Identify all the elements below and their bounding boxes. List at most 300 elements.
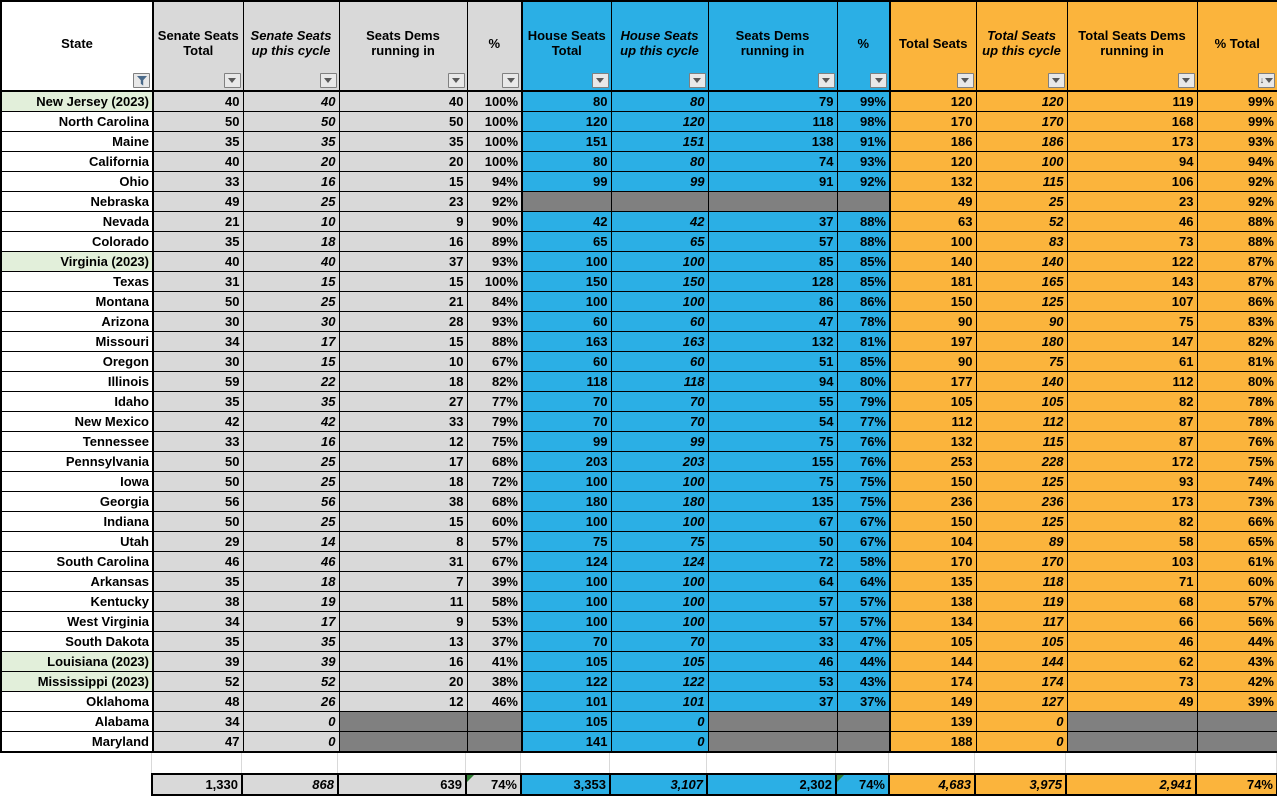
state-cell[interactable]: Nebraska <box>1 192 153 212</box>
cell-house_pct[interactable]: 64% <box>837 572 890 592</box>
cell-house_seats_dems_running_in[interactable]: 128 <box>708 272 837 292</box>
cell-house_seats_dems_running_in[interactable]: 67 <box>708 512 837 532</box>
cell-house_pct[interactable]: 77% <box>837 412 890 432</box>
cell-house_seats_up_this_cycle[interactable]: 203 <box>611 452 708 472</box>
cell-total_seats[interactable]: 90 <box>890 312 976 332</box>
cell-total_pct[interactable]: 78% <box>1197 392 1277 412</box>
cell-total_seats_dems_running_in[interactable]: 143 <box>1067 272 1197 292</box>
cell-house_seats_dems_running_in[interactable]: 33 <box>708 632 837 652</box>
cell-total_seats_dems_running_in[interactable]: 122 <box>1067 252 1197 272</box>
cell-senate_seats_up_this_cycle[interactable]: 17 <box>243 332 339 352</box>
cell-senate_pct[interactable]: 84% <box>467 292 522 312</box>
cell-house_pct[interactable]: 78% <box>837 312 890 332</box>
cell-total_seats[interactable]: 105 <box>890 632 976 652</box>
cell-senate_seats_up_this_cycle[interactable]: 18 <box>243 232 339 252</box>
state-cell[interactable]: Texas <box>1 272 153 292</box>
cell-total_seats_up_this_cycle[interactable]: 105 <box>976 392 1067 412</box>
cell-house_seats_total[interactable]: 203 <box>522 452 611 472</box>
grayed-out-cell[interactable] <box>837 712 890 732</box>
cell-total_pct[interactable]: 43% <box>1197 652 1277 672</box>
cell-senate_pct[interactable]: 68% <box>467 492 522 512</box>
cell-senate_seats_up_this_cycle[interactable]: 56 <box>243 492 339 512</box>
cell-senate_pct[interactable]: 67% <box>467 352 522 372</box>
cell-total_seats_dems_running_in[interactable]: 23 <box>1067 192 1197 212</box>
cell-total_seats_up_this_cycle[interactable]: 105 <box>976 632 1067 652</box>
state-cell[interactable]: Maryland <box>1 732 153 753</box>
cell-total_seats[interactable]: 197 <box>890 332 976 352</box>
total-senate_seats_up_this_cycle[interactable]: 868 <box>242 774 338 795</box>
state-cell[interactable]: Indiana <box>1 512 153 532</box>
cell-senate_seats_dems_running_in[interactable]: 10 <box>339 352 467 372</box>
cell-total_seats[interactable]: 90 <box>890 352 976 372</box>
cell-house_seats_dems_running_in[interactable]: 54 <box>708 412 837 432</box>
cell-senate_seats_up_this_cycle[interactable]: 50 <box>243 112 339 132</box>
grayed-out-cell[interactable] <box>1197 732 1277 753</box>
cell-house_seats_dems_running_in[interactable]: 46 <box>708 652 837 672</box>
cell-senate_pct[interactable]: 79% <box>467 412 522 432</box>
cell-senate_pct[interactable]: 75% <box>467 432 522 452</box>
cell-senate_seats_total[interactable]: 34 <box>153 332 243 352</box>
grayed-out-cell[interactable] <box>708 732 837 753</box>
cell-total_seats_up_this_cycle[interactable]: 115 <box>976 432 1067 452</box>
cell-total_seats_up_this_cycle[interactable]: 180 <box>976 332 1067 352</box>
cell-total_pct[interactable]: 75% <box>1197 452 1277 472</box>
cell-house_seats_up_this_cycle[interactable]: 100 <box>611 612 708 632</box>
cell-total_seats_dems_running_in[interactable]: 168 <box>1067 112 1197 132</box>
cell-house_seats_up_this_cycle[interactable]: 100 <box>611 592 708 612</box>
cell-total_seats[interactable]: 120 <box>890 91 976 112</box>
cell-senate_seats_up_this_cycle[interactable]: 26 <box>243 692 339 712</box>
cell-total_seats_dems_running_in[interactable]: 173 <box>1067 492 1197 512</box>
cell-senate_seats_up_this_cycle[interactable]: 18 <box>243 572 339 592</box>
cell-total_pct[interactable]: 80% <box>1197 372 1277 392</box>
total-house_seats_up_this_cycle[interactable]: 3,107 <box>610 774 707 795</box>
grayed-out-cell[interactable] <box>1067 712 1197 732</box>
cell-total_seats_up_this_cycle[interactable]: 75 <box>976 352 1067 372</box>
cell-total_pct[interactable]: 94% <box>1197 152 1277 172</box>
cell-senate_seats_dems_running_in[interactable]: 11 <box>339 592 467 612</box>
cell-total_seats_dems_running_in[interactable]: 68 <box>1067 592 1197 612</box>
cell-house_seats_up_this_cycle[interactable]: 70 <box>611 632 708 652</box>
cell-total_seats_up_this_cycle[interactable]: 0 <box>976 712 1067 732</box>
filter-button-senate_seats_dems_running_in[interactable] <box>448 73 465 88</box>
state-cell[interactable]: Oregon <box>1 352 153 372</box>
cell-senate_seats_total[interactable]: 50 <box>153 472 243 492</box>
cell-house_seats_up_this_cycle[interactable]: 101 <box>611 692 708 712</box>
cell-total_pct[interactable]: 92% <box>1197 192 1277 212</box>
cell-senate_pct[interactable]: 93% <box>467 252 522 272</box>
cell-house_seats_total[interactable]: 100 <box>522 292 611 312</box>
cell-house_pct[interactable]: 44% <box>837 652 890 672</box>
cell-house_seats_dems_running_in[interactable]: 37 <box>708 692 837 712</box>
cell-senate_seats_total[interactable]: 30 <box>153 352 243 372</box>
cell-senate_seats_dems_running_in[interactable]: 27 <box>339 392 467 412</box>
cell-total_pct[interactable]: 82% <box>1197 332 1277 352</box>
cell-senate_seats_up_this_cycle[interactable]: 20 <box>243 152 339 172</box>
cell-total_seats_up_this_cycle[interactable]: 25 <box>976 192 1067 212</box>
cell-house_seats_total[interactable]: 80 <box>522 152 611 172</box>
cell-total_seats[interactable]: 150 <box>890 472 976 492</box>
cell-house_seats_dems_running_in[interactable]: 51 <box>708 352 837 372</box>
cell-senate_seats_total[interactable]: 34 <box>153 612 243 632</box>
state-cell[interactable]: Georgia <box>1 492 153 512</box>
cell-total_seats_dems_running_in[interactable]: 147 <box>1067 332 1197 352</box>
cell-house_seats_dems_running_in[interactable]: 94 <box>708 372 837 392</box>
cell-total_seats_dems_running_in[interactable]: 46 <box>1067 632 1197 652</box>
cell-total_seats_dems_running_in[interactable]: 87 <box>1067 432 1197 452</box>
cell-house_seats_total[interactable]: 163 <box>522 332 611 352</box>
cell-house_pct[interactable]: 47% <box>837 632 890 652</box>
cell-senate_pct[interactable]: 72% <box>467 472 522 492</box>
state-cell[interactable]: Arizona <box>1 312 153 332</box>
cell-house_seats_up_this_cycle[interactable]: 70 <box>611 412 708 432</box>
state-cell[interactable]: Virginia (2023) <box>1 252 153 272</box>
cell-house_seats_total[interactable]: 105 <box>522 652 611 672</box>
cell-house_seats_dems_running_in[interactable]: 91 <box>708 172 837 192</box>
cell-house_seats_total[interactable]: 100 <box>522 472 611 492</box>
cell-total_seats_dems_running_in[interactable]: 46 <box>1067 212 1197 232</box>
cell-senate_seats_total[interactable]: 47 <box>153 732 243 753</box>
cell-house_pct[interactable]: 81% <box>837 332 890 352</box>
cell-senate_seats_dems_running_in[interactable]: 15 <box>339 172 467 192</box>
cell-house_seats_up_this_cycle[interactable]: 124 <box>611 552 708 572</box>
cell-house_pct[interactable]: 88% <box>837 232 890 252</box>
cell-house_pct[interactable]: 76% <box>837 452 890 472</box>
cell-total_seats[interactable]: 174 <box>890 672 976 692</box>
cell-house_seats_up_this_cycle[interactable]: 99 <box>611 432 708 452</box>
state-cell[interactable]: Mississippi (2023) <box>1 672 153 692</box>
cell-senate_pct[interactable]: 90% <box>467 212 522 232</box>
cell-house_seats_total[interactable]: 65 <box>522 232 611 252</box>
cell-senate_seats_dems_running_in[interactable]: 15 <box>339 272 467 292</box>
cell-house_pct[interactable]: 43% <box>837 672 890 692</box>
cell-house_seats_dems_running_in[interactable]: 85 <box>708 252 837 272</box>
cell-total_seats[interactable]: 253 <box>890 452 976 472</box>
cell-house_seats_total[interactable]: 101 <box>522 692 611 712</box>
total-senate_seats_dems_running_in[interactable]: 639 <box>338 774 466 795</box>
cell-total_seats[interactable]: 135 <box>890 572 976 592</box>
grayed-out-cell[interactable] <box>339 732 467 753</box>
cell-house_pct[interactable]: 91% <box>837 132 890 152</box>
cell-senate_seats_up_this_cycle[interactable]: 14 <box>243 532 339 552</box>
cell-senate_seats_up_this_cycle[interactable]: 0 <box>243 732 339 753</box>
cell-total_seats_up_this_cycle[interactable]: 125 <box>976 512 1067 532</box>
cell-senate_seats_dems_running_in[interactable]: 12 <box>339 692 467 712</box>
cell-senate_seats_total[interactable]: 39 <box>153 652 243 672</box>
cell-total_pct[interactable]: 87% <box>1197 252 1277 272</box>
cell-total_pct[interactable]: 83% <box>1197 312 1277 332</box>
cell-house_pct[interactable]: 57% <box>837 592 890 612</box>
cell-total_seats_up_this_cycle[interactable]: 170 <box>976 552 1067 572</box>
cell-total_seats_up_this_cycle[interactable]: 144 <box>976 652 1067 672</box>
cell-senate_pct[interactable]: 67% <box>467 552 522 572</box>
cell-house_seats_dems_running_in[interactable]: 74 <box>708 152 837 172</box>
cell-total_seats_dems_running_in[interactable]: 82 <box>1067 392 1197 412</box>
cell-house_seats_dems_running_in[interactable]: 132 <box>708 332 837 352</box>
cell-total_seats_dems_running_in[interactable]: 106 <box>1067 172 1197 192</box>
cell-senate_seats_dems_running_in[interactable]: 38 <box>339 492 467 512</box>
cell-total_seats_up_this_cycle[interactable]: 52 <box>976 212 1067 232</box>
cell-senate_seats_dems_running_in[interactable]: 28 <box>339 312 467 332</box>
cell-house_pct[interactable]: 80% <box>837 372 890 392</box>
cell-senate_seats_dems_running_in[interactable]: 31 <box>339 552 467 572</box>
cell-house_seats_total[interactable]: 60 <box>522 312 611 332</box>
cell-total_seats[interactable]: 138 <box>890 592 976 612</box>
cell-senate_seats_total[interactable]: 40 <box>153 152 243 172</box>
cell-senate_seats_dems_running_in[interactable]: 13 <box>339 632 467 652</box>
cell-house_seats_up_this_cycle[interactable]: 120 <box>611 112 708 132</box>
cell-total_pct[interactable]: 44% <box>1197 632 1277 652</box>
cell-total_seats_dems_running_in[interactable]: 62 <box>1067 652 1197 672</box>
total-senate_seats_total[interactable]: 1,330 <box>152 774 242 795</box>
cell-total_seats[interactable]: 140 <box>890 252 976 272</box>
cell-house_seats_up_this_cycle[interactable]: 151 <box>611 132 708 152</box>
cell-total_seats_up_this_cycle[interactable]: 119 <box>976 592 1067 612</box>
cell-house_seats_up_this_cycle[interactable]: 70 <box>611 392 708 412</box>
cell-total_seats_dems_running_in[interactable]: 58 <box>1067 532 1197 552</box>
cell-house_seats_total[interactable]: 70 <box>522 412 611 432</box>
cell-senate_seats_up_this_cycle[interactable]: 52 <box>243 672 339 692</box>
cell-house_seats_dems_running_in[interactable]: 75 <box>708 472 837 492</box>
cell-house_seats_total[interactable]: 80 <box>522 91 611 112</box>
state-cell[interactable]: Arkansas <box>1 572 153 592</box>
cell-total_pct[interactable]: 39% <box>1197 692 1277 712</box>
cell-total_seats_up_this_cycle[interactable]: 112 <box>976 412 1067 432</box>
cell-senate_seats_up_this_cycle[interactable]: 10 <box>243 212 339 232</box>
cell-senate_seats_dems_running_in[interactable]: 40 <box>339 91 467 112</box>
cell-senate_seats_up_this_cycle[interactable]: 30 <box>243 312 339 332</box>
cell-total_seats[interactable]: 188 <box>890 732 976 753</box>
filter-button-total_seats_dems_running_in[interactable] <box>1178 73 1195 88</box>
filter-button-senate_pct[interactable] <box>502 73 519 88</box>
cell-house_seats_dems_running_in[interactable]: 79 <box>708 91 837 112</box>
cell-senate_seats_up_this_cycle[interactable]: 40 <box>243 252 339 272</box>
cell-house_pct[interactable]: 67% <box>837 532 890 552</box>
total-house_seats_dems_running_in[interactable]: 2,302 <box>707 774 836 795</box>
total-house_seats_total[interactable]: 3,353 <box>521 774 610 795</box>
cell-senate_seats_total[interactable]: 21 <box>153 212 243 232</box>
cell-senate_seats_up_this_cycle[interactable]: 40 <box>243 91 339 112</box>
cell-senate_seats_total[interactable]: 40 <box>153 91 243 112</box>
cell-senate_seats_dems_running_in[interactable]: 35 <box>339 132 467 152</box>
cell-senate_seats_total[interactable]: 42 <box>153 412 243 432</box>
cell-senate_seats_dems_running_in[interactable]: 18 <box>339 372 467 392</box>
cell-house_seats_total[interactable]: 100 <box>522 572 611 592</box>
cell-senate_pct[interactable]: 68% <box>467 452 522 472</box>
cell-senate_pct[interactable]: 100% <box>467 152 522 172</box>
cell-total_seats_up_this_cycle[interactable]: 115 <box>976 172 1067 192</box>
cell-senate_seats_up_this_cycle[interactable]: 15 <box>243 352 339 372</box>
cell-total_seats_up_this_cycle[interactable]: 83 <box>976 232 1067 252</box>
cell-house_seats_dems_running_in[interactable]: 50 <box>708 532 837 552</box>
total-total_seats_dems_running_in[interactable]: 2,941 <box>1066 774 1196 795</box>
cell-senate_seats_total[interactable]: 35 <box>153 232 243 252</box>
filter-button-total_seats[interactable] <box>957 73 974 88</box>
cell-total_seats[interactable]: 49 <box>890 192 976 212</box>
grayed-out-cell[interactable] <box>837 192 890 212</box>
cell-senate_seats_total[interactable]: 35 <box>153 132 243 152</box>
total-house_pct[interactable]: 74% <box>836 774 889 795</box>
cell-house_seats_up_this_cycle[interactable]: 80 <box>611 91 708 112</box>
state-cell[interactable]: Maine <box>1 132 153 152</box>
cell-house_seats_dems_running_in[interactable]: 155 <box>708 452 837 472</box>
cell-house_seats_dems_running_in[interactable]: 75 <box>708 432 837 452</box>
cell-total_seats[interactable]: 150 <box>890 512 976 532</box>
state-cell[interactable]: New Mexico <box>1 412 153 432</box>
cell-total_pct[interactable]: 93% <box>1197 132 1277 152</box>
cell-total_seats_dems_running_in[interactable]: 112 <box>1067 372 1197 392</box>
cell-house_seats_total[interactable]: 100 <box>522 612 611 632</box>
cell-total_seats_dems_running_in[interactable]: 87 <box>1067 412 1197 432</box>
cell-house_seats_dems_running_in[interactable]: 57 <box>708 592 837 612</box>
cell-senate_seats_up_this_cycle[interactable]: 16 <box>243 432 339 452</box>
cell-house_seats_dems_running_in[interactable]: 37 <box>708 212 837 232</box>
total-total_seats_up_this_cycle[interactable]: 3,975 <box>975 774 1066 795</box>
cell-senate_seats_total[interactable]: 50 <box>153 292 243 312</box>
cell-house_seats_dems_running_in[interactable]: 86 <box>708 292 837 312</box>
cell-total_pct[interactable]: 86% <box>1197 292 1277 312</box>
cell-total_pct[interactable]: 99% <box>1197 112 1277 132</box>
cell-house_seats_up_this_cycle[interactable]: 180 <box>611 492 708 512</box>
cell-house_seats_up_this_cycle[interactable]: 80 <box>611 152 708 172</box>
cell-house_seats_up_this_cycle[interactable]: 118 <box>611 372 708 392</box>
cell-total_pct[interactable]: 88% <box>1197 212 1277 232</box>
cell-house_seats_up_this_cycle[interactable]: 105 <box>611 652 708 672</box>
cell-total_seats[interactable]: 139 <box>890 712 976 732</box>
cell-senate_pct[interactable]: 89% <box>467 232 522 252</box>
state-cell[interactable]: Idaho <box>1 392 153 412</box>
cell-house_seats_up_this_cycle[interactable]: 75 <box>611 532 708 552</box>
cell-senate_seats_dems_running_in[interactable]: 20 <box>339 152 467 172</box>
grayed-out-cell[interactable] <box>708 192 837 212</box>
cell-house_seats_total[interactable]: 105 <box>522 712 611 732</box>
cell-house_seats_up_this_cycle[interactable]: 60 <box>611 352 708 372</box>
cell-house_pct[interactable]: 85% <box>837 252 890 272</box>
cell-senate_pct[interactable]: 38% <box>467 672 522 692</box>
state-cell[interactable]: Missouri <box>1 332 153 352</box>
cell-senate_seats_up_this_cycle[interactable]: 25 <box>243 292 339 312</box>
cell-senate_pct[interactable]: 100% <box>467 91 522 112</box>
cell-house_seats_dems_running_in[interactable]: 118 <box>708 112 837 132</box>
cell-senate_seats_dems_running_in[interactable]: 18 <box>339 472 467 492</box>
cell-house_pct[interactable]: 86% <box>837 292 890 312</box>
cell-house_seats_total[interactable]: 100 <box>522 252 611 272</box>
cell-senate_pct[interactable]: 100% <box>467 272 522 292</box>
cell-total_seats_up_this_cycle[interactable]: 117 <box>976 612 1067 632</box>
state-cell[interactable]: New Jersey (2023) <box>1 91 153 112</box>
total-total_seats[interactable]: 4,683 <box>889 774 975 795</box>
cell-house_seats_up_this_cycle[interactable]: 65 <box>611 232 708 252</box>
cell-total_seats[interactable]: 177 <box>890 372 976 392</box>
state-cell[interactable]: Montana <box>1 292 153 312</box>
cell-senate_pct[interactable]: 41% <box>467 652 522 672</box>
cell-senate_seats_up_this_cycle[interactable]: 17 <box>243 612 339 632</box>
state-cell[interactable]: Oklahoma <box>1 692 153 712</box>
state-cell[interactable]: Iowa <box>1 472 153 492</box>
cell-total_seats_up_this_cycle[interactable]: 174 <box>976 672 1067 692</box>
cell-senate_pct[interactable]: 100% <box>467 112 522 132</box>
cell-total_seats_dems_running_in[interactable]: 107 <box>1067 292 1197 312</box>
cell-total_pct[interactable]: 60% <box>1197 572 1277 592</box>
cell-total_seats_dems_running_in[interactable]: 73 <box>1067 232 1197 252</box>
cell-senate_seats_dems_running_in[interactable]: 12 <box>339 432 467 452</box>
cell-senate_seats_total[interactable]: 35 <box>153 392 243 412</box>
cell-senate_seats_total[interactable]: 50 <box>153 452 243 472</box>
cell-senate_seats_dems_running_in[interactable]: 33 <box>339 412 467 432</box>
cell-total_seats_up_this_cycle[interactable]: 236 <box>976 492 1067 512</box>
cell-house_seats_dems_running_in[interactable]: 47 <box>708 312 837 332</box>
cell-house_seats_up_this_cycle[interactable]: 60 <box>611 312 708 332</box>
filter-button-house_seats_dems_running_in[interactable] <box>818 73 835 88</box>
cell-house_seats_up_this_cycle[interactable]: 100 <box>611 472 708 492</box>
cell-senate_seats_total[interactable]: 33 <box>153 172 243 192</box>
cell-house_seats_up_this_cycle[interactable]: 163 <box>611 332 708 352</box>
cell-house_seats_dems_running_in[interactable]: 55 <box>708 392 837 412</box>
cell-total_seats[interactable]: 150 <box>890 292 976 312</box>
filter-button-total_seats_up_this_cycle[interactable] <box>1048 73 1065 88</box>
cell-house_seats_dems_running_in[interactable]: 64 <box>708 572 837 592</box>
cell-senate_seats_total[interactable]: 35 <box>153 572 243 592</box>
state-cell[interactable]: Colorado <box>1 232 153 252</box>
grayed-out-cell[interactable] <box>467 712 522 732</box>
cell-senate_pct[interactable]: 60% <box>467 512 522 532</box>
cell-senate_pct[interactable]: 92% <box>467 192 522 212</box>
cell-senate_seats_up_this_cycle[interactable]: 25 <box>243 512 339 532</box>
cell-total_pct[interactable]: 66% <box>1197 512 1277 532</box>
cell-senate_seats_up_this_cycle[interactable]: 35 <box>243 392 339 412</box>
cell-house_seats_up_this_cycle[interactable]: 100 <box>611 292 708 312</box>
cell-house_pct[interactable]: 75% <box>837 472 890 492</box>
cell-senate_seats_dems_running_in[interactable]: 37 <box>339 252 467 272</box>
cell-total_seats[interactable]: 112 <box>890 412 976 432</box>
filter-button-senate_seats_total[interactable] <box>224 73 241 88</box>
cell-total_seats_dems_running_in[interactable]: 66 <box>1067 612 1197 632</box>
cell-total_seats_dems_running_in[interactable]: 73 <box>1067 672 1197 692</box>
state-cell[interactable]: Utah <box>1 532 153 552</box>
cell-senate_pct[interactable]: 77% <box>467 392 522 412</box>
cell-senate_pct[interactable]: 82% <box>467 372 522 392</box>
cell-total_pct[interactable]: 61% <box>1197 552 1277 572</box>
grayed-out-cell[interactable] <box>339 712 467 732</box>
filter-button-house_pct[interactable] <box>870 73 887 88</box>
cell-senate_pct[interactable]: 39% <box>467 572 522 592</box>
grayed-out-cell[interactable] <box>1197 712 1277 732</box>
cell-house_seats_up_this_cycle[interactable]: 100 <box>611 252 708 272</box>
cell-senate_seats_dems_running_in[interactable]: 21 <box>339 292 467 312</box>
cell-house_seats_total[interactable]: 60 <box>522 352 611 372</box>
cell-house_seats_total[interactable]: 122 <box>522 672 611 692</box>
cell-total_seats_dems_running_in[interactable]: 94 <box>1067 152 1197 172</box>
cell-senate_seats_dems_running_in[interactable]: 20 <box>339 672 467 692</box>
cell-total_seats_up_this_cycle[interactable]: 89 <box>976 532 1067 552</box>
cell-senate_pct[interactable]: 100% <box>467 132 522 152</box>
cell-senate_seats_total[interactable]: 56 <box>153 492 243 512</box>
state-cell[interactable]: California <box>1 152 153 172</box>
cell-house_seats_dems_running_in[interactable]: 72 <box>708 552 837 572</box>
cell-house_pct[interactable]: 85% <box>837 272 890 292</box>
state-cell[interactable]: Alabama <box>1 712 153 732</box>
total-senate_pct[interactable]: 74% <box>466 774 521 795</box>
cell-senate_seats_up_this_cycle[interactable]: 39 <box>243 652 339 672</box>
state-cell[interactable]: Louisiana (2023) <box>1 652 153 672</box>
cell-senate_pct[interactable]: 37% <box>467 632 522 652</box>
filter-button-senate_seats_up_this_cycle[interactable] <box>320 73 337 88</box>
cell-senate_seats_dems_running_in[interactable]: 7 <box>339 572 467 592</box>
cell-house_pct[interactable]: 92% <box>837 172 890 192</box>
cell-senate_seats_total[interactable]: 38 <box>153 592 243 612</box>
cell-senate_pct[interactable]: 88% <box>467 332 522 352</box>
cell-senate_seats_total[interactable]: 29 <box>153 532 243 552</box>
